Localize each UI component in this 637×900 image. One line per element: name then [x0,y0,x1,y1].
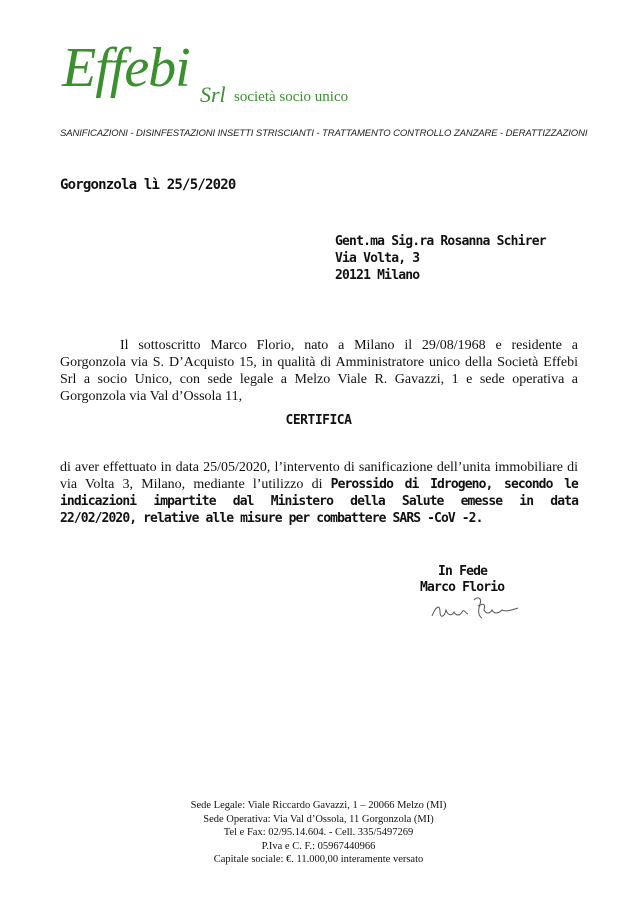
certification-text: di aver effettuato in data 25/05/2020, l’intervento di sanificazione dell’unita immobiliare di via Volta 3, Milano, mediante l’utilizzo di [60,460,578,492]
recipient-city: 20121 Milano [335,268,420,283]
letter-date: Gorgonzola lì 25/5/2020 [60,177,236,193]
company-logo-srl: Srl [200,82,226,107]
closing-signer-name: Marco Florio [420,580,505,595]
footer-phone: Tel e Fax: 02/95.14.604. - Cell. 335/5497269 [223,827,414,838]
footer-vat: P.Iva e C. F.: 05967440966 [261,840,376,852]
footer [0,799,637,867]
footer-legal-address: Sede Legale: Viale Riccardo Gavazzi, 1 – 20066 Melzo (MI) [190,800,447,811]
recipient-name: Gent.ma Sig.ra Rosanna Schirer [335,234,546,249]
footer-operative-address: Sede Operativa: Via Val d’Ossola, 11 Gorgonzola (MI) [203,813,434,825]
closing-in-fede: In Fede [438,564,488,579]
company-logo: Effebi [62,37,190,99]
certification-paragraph [60,459,578,527]
certification-bold-text: Perossido di Idrogeno, secondo le indicazioni impartite dal Ministero della Salute emesse in data 22/02/2020, relative alle misure per combattere SARS -CoV -2. [60,477,578,526]
company-tagline: società socio unico [234,89,349,105]
recipient-address [335,233,546,284]
certifica-heading: CERTIFICA [285,413,352,428]
services-line: SANIFICAZIONI - DISINFESTAZIONI INSETTI STRISCIANTI - TRATTAMENTO CONTROLLO ZANZARE - DERATTIZZAZIONI [60,128,588,139]
handwritten-signature [428,588,523,628]
recipient-street: Via Volta, 3 [335,251,420,266]
intro-paragraph: Il sottoscritto Marco Florio, nato a Milano il 29/08/1968 e residente a Gorgonzola via S. D’Acquisto 15, in qualità di Amministratore unico della Società Effebi Srl a socio Unico, con sede legale a Melzo Viale R. Gavazzi, 1 e sede operativa a Gorgonzola via Val d’Ossola 11, [60,338,578,404]
footer-capital: Capitale sociale: €. 11.000,00 interamente versato [213,854,424,865]
